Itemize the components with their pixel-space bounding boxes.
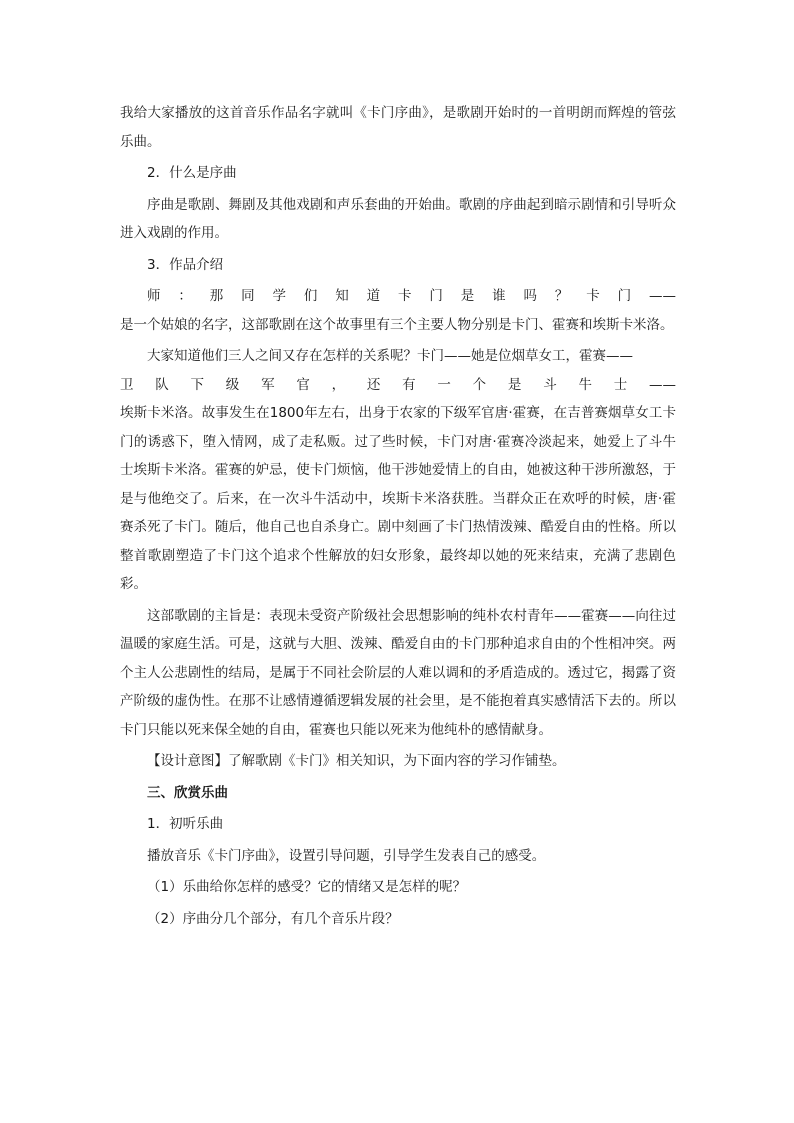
paragraph-teacher-rest: 是一个姑娘的名字，这部歌剧在这个故事里有三个主要人物分别是卡门、霍赛和埃斯卡米洛。	[120, 316, 674, 333]
spread-char: ，	[331, 376, 346, 393]
spread-char: 卫	[120, 376, 134, 393]
spread-char: 牛	[578, 376, 592, 393]
spread-char: 卡	[398, 288, 412, 304]
paragraph-theme: 这部歌剧的主旨是：表现未受资产阶级社会思想影响的纯朴农村青年——霍赛——向往过温暖的家庭生活。可是，这就与大胆、泼辣、酷爱自由的卡门那种追求自由的个性相冲突。两个主人公悲剧性的结局，是属于不同社会阶层的人难以调和的矛盾造成的。透过它，揭露了资产阶级的虚伪性。在那不让感情遵循逻辑发展的社会里，是不能抱着真实感情活下去的。所以卡门只能以死来保全她的自由，霍赛也只能以死来为他纯朴的感情献身。	[120, 607, 676, 738]
paragraph-relationship-line1: 大家知道他们三人之间又存在怎样的关系呢？卡门——她是位烟草女工，霍赛——	[147, 348, 633, 364]
spread-char: ：	[178, 288, 192, 304]
spread-char: 军	[261, 376, 275, 393]
spread-char: 士	[613, 376, 628, 393]
spread-char: 卡	[586, 288, 600, 304]
spread-char: 们	[303, 288, 318, 304]
heading-work-introduction: 3．作品介绍	[147, 256, 224, 273]
spread-char: 门	[617, 288, 632, 304]
question-1: （1）乐曲给你怎样的感受？它的情绪又是怎样的呢？	[147, 879, 467, 895]
spread-char: 道	[366, 288, 381, 304]
spread-char: 一	[437, 376, 451, 393]
spread-char: 还	[366, 376, 381, 393]
spread-char: 知	[335, 288, 349, 304]
spread-char: ——	[648, 376, 676, 393]
spread-char: ？	[554, 288, 569, 304]
paragraph-overture-definition: 序曲是歌剧、舞剧及其他戏剧和声乐套曲的开始曲。歌剧的序曲起到暗示剧情和引导听众进入戏剧的作用。	[120, 196, 676, 241]
paragraph-story: 埃斯卡米洛。故事发生在1800年左右，出身于农家的下级军官唐·霍赛，在吉普赛烟草女工卡门的诱惑下，堕入情网，成了走私贩。过了些时候，卡门对唐·霍赛冷淡起来，她爱上了斗牛士埃斯卡米洛。霍赛的妒忌，使卡门烦恼，他干涉她爱情上的自由，她被这种干涉所激怒，于是与他绝交了。后来，在一次斗牛活动中，埃斯卡米洛获胜。当群众正在欢呼的时候，唐·霍赛杀死了卡门。随后，他自己也自杀身亡。剧中刻画了卡门热情泼辣、酷爱自由的性格。所以整首歌剧塑造了卡门这个追求个性解放的妇女形象，最终却以她的死来结束，充满了悲剧色彩。	[120, 405, 676, 592]
paragraph-intro: 我给大家播放的这首音乐作品名字就叫《卡门序曲》，是歌剧开始时的一首明朗而辉煌的管弦乐曲。	[120, 105, 676, 150]
spread-char: 是	[507, 376, 522, 393]
paragraph-play-music: 播放音乐《卡门序曲》，设置引导问题，引导学生发表自己的感受。	[147, 847, 546, 864]
spread-char: 个	[472, 376, 487, 393]
heading-what-is-overture: 2．什么是序曲	[147, 165, 237, 181]
heading-appreciate-music: 三、欣赏乐曲	[147, 784, 228, 801]
question-2: （2）序曲分几个部分，有几个音乐片段？	[147, 910, 399, 927]
spread-char: 同	[241, 288, 255, 304]
document-body	[120, 99, 676, 936]
paragraph-teacher-line1	[120, 282, 676, 311]
spread-char: 有	[402, 376, 416, 393]
spread-char: 队	[155, 376, 169, 393]
spread-char: 吗	[523, 288, 537, 304]
spread-char: 门	[429, 288, 443, 304]
paragraph-design-intent: 【设计意图】了解歌剧《卡门》相关知识，为下面内容的学习作铺垫。	[147, 753, 566, 769]
spread-char: 学	[272, 288, 286, 304]
spread-char: 下	[190, 376, 205, 393]
spread-char: 师	[147, 288, 161, 304]
heading-first-listen: 1．初听乐曲	[147, 816, 224, 832]
paragraph-relationship-line2	[120, 371, 676, 400]
spread-char: 那	[209, 288, 224, 304]
spread-char: 是	[460, 288, 475, 304]
spread-char: 谁	[492, 288, 506, 304]
spread-char: ——	[649, 288, 676, 304]
spread-char: 官	[296, 376, 310, 393]
spread-char: 级	[225, 376, 240, 393]
spread-char: 斗	[543, 376, 557, 393]
